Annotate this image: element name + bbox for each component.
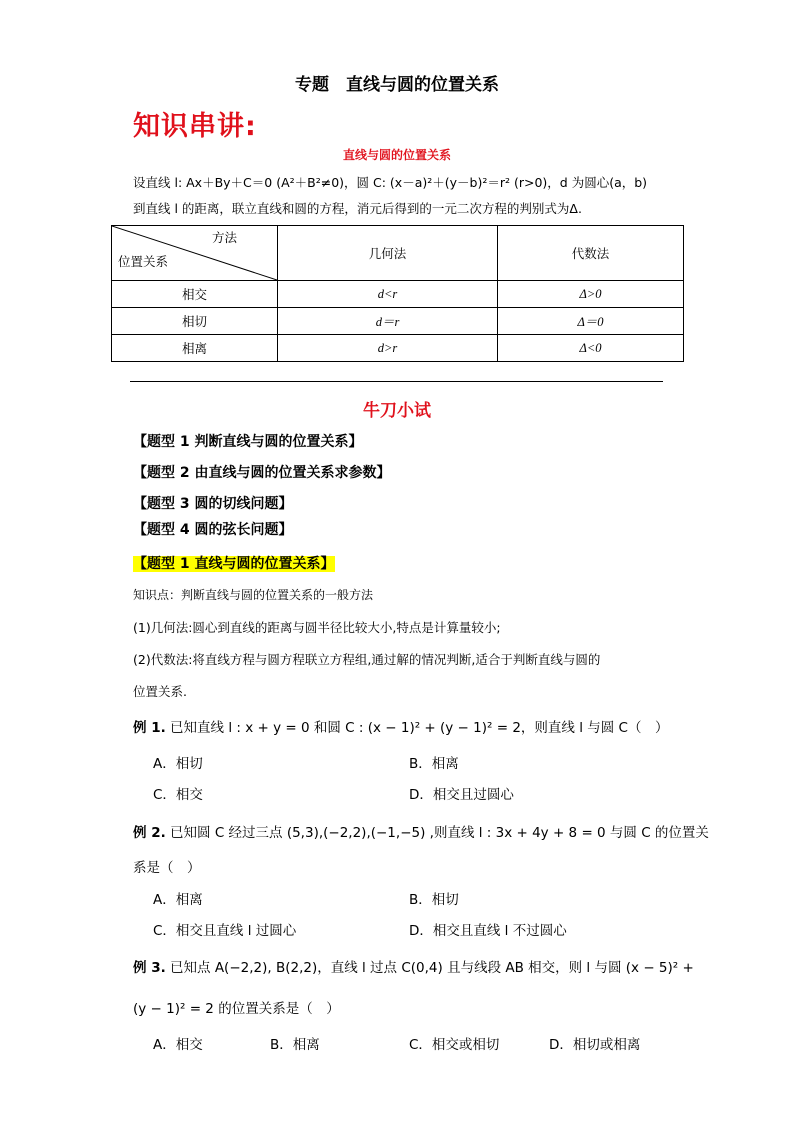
example-2	[133, 821, 709, 841]
example-1	[133, 716, 668, 736]
table-row	[112, 308, 684, 335]
row-geo: d<r	[278, 281, 498, 308]
option-c[interactable]: C．相交或相切	[409, 1037, 500, 1053]
header-method: 方法	[211, 230, 237, 245]
row-label: 相交	[112, 281, 278, 308]
page-title: 专题 直线与圆的位置关系	[295, 75, 499, 95]
row-geo: d>r	[278, 335, 498, 362]
option-a[interactable]: A．相交	[153, 1037, 203, 1053]
option-b[interactable]: B．相切	[409, 892, 459, 908]
example-label: 例 2.	[133, 825, 166, 841]
question-type-2: 【题型 2 由直线与圆的位置关系求参数】	[133, 465, 391, 481]
header-geometric: 几何法	[278, 226, 498, 281]
knowledge-line-4: 位置关系.	[133, 684, 187, 699]
example-stem: 已知圆 C 经过三点 (5,3),(−2,2),(−1,−5) ,则直线 l : 3x + 4y + 8 = 0 与圆 C 的位置关	[170, 825, 709, 841]
type1-heading: 【题型 1 直线与圆的位置关系】	[133, 556, 335, 572]
row-alg: Δ>0	[498, 281, 684, 308]
row-alg: Δ＝0	[498, 308, 684, 335]
option-d[interactable]: D．相切或相离	[549, 1037, 641, 1053]
example-3	[133, 956, 694, 976]
knowledge-line-3: (2)代数法:将直线方程与圆方程联立方程组,通过解的情况判断,适合于判断直线与圆的	[133, 652, 601, 667]
table-row	[112, 281, 684, 308]
row-label: 相离	[112, 335, 278, 362]
example-stem: 已知直线 l : x + y = 0 和圆 C : (x − 1)² + (y − 1)² = 2，则直线 l 与圆 C（ ）	[170, 720, 669, 736]
example-label: 例 1.	[133, 720, 166, 736]
relation-table	[111, 225, 684, 362]
row-geo: d＝r	[278, 308, 498, 335]
subtitle: 直线与圆的位置关系	[342, 148, 451, 162]
option-a[interactable]: A．相离	[153, 892, 203, 908]
section-header: 知识串讲:	[133, 111, 257, 142]
option-b[interactable]: B．相离	[270, 1037, 320, 1053]
practice-title: 牛刀小试	[363, 401, 431, 421]
question-type-1: 【题型 1 判断直线与圆的位置关系】	[133, 434, 363, 450]
option-d[interactable]: D．相交且过圆心	[409, 787, 514, 803]
example-stem: 已知点 A(−2,2), B(2,2)，直线 l 过点 C(0,4) 且与线段 AB 相交，则 l 与圆 (x − 5)² +	[170, 960, 694, 976]
option-c[interactable]: C．相交且直线 l 过圆心	[153, 923, 297, 939]
example-label: 例 3.	[133, 960, 166, 976]
question-type-3: 【题型 3 圆的切线问题】	[133, 496, 293, 512]
row-alg: Δ<0	[498, 335, 684, 362]
intro-line-2: 到直线 l 的距离，联立直线和圆的方程，消元后得到的一元二次方程的判别式为Δ.	[133, 201, 582, 216]
option-c[interactable]: C．相交	[153, 787, 203, 803]
option-b[interactable]: B．相离	[409, 756, 459, 772]
example-2-stem-cont: 系是（ ）	[133, 860, 201, 876]
option-a[interactable]: A．相切	[153, 756, 203, 772]
header-algebraic: 代数法	[498, 226, 684, 281]
table-diagonal-header	[112, 226, 278, 281]
question-type-4: 【题型 4 圆的弦长问题】	[133, 522, 293, 538]
intro-line-1: 设直线 l: Ax＋By＋C＝0 (A²＋B²≠0)，圆 C: (x－a)²＋(y－b)²＝r² (r>0)，d 为圆心(a，b)	[133, 175, 648, 190]
divider	[130, 381, 663, 382]
row-label: 相切	[112, 308, 278, 335]
header-relation: 位置关系	[118, 254, 169, 269]
knowledge-line-1: 知识点：判断直线与圆的位置关系的一般方法	[133, 588, 374, 602]
knowledge-line-2: (1)几何法:圆心到直线的距离与圆半径比较大小,特点是计算量较小;	[133, 620, 501, 635]
example-3-stem-cont: (y − 1)² = 2 的位置关系是（ ）	[133, 1001, 340, 1017]
table-row	[112, 335, 684, 362]
option-d[interactable]: D．相交且直线 l 不过圆心	[409, 923, 567, 939]
